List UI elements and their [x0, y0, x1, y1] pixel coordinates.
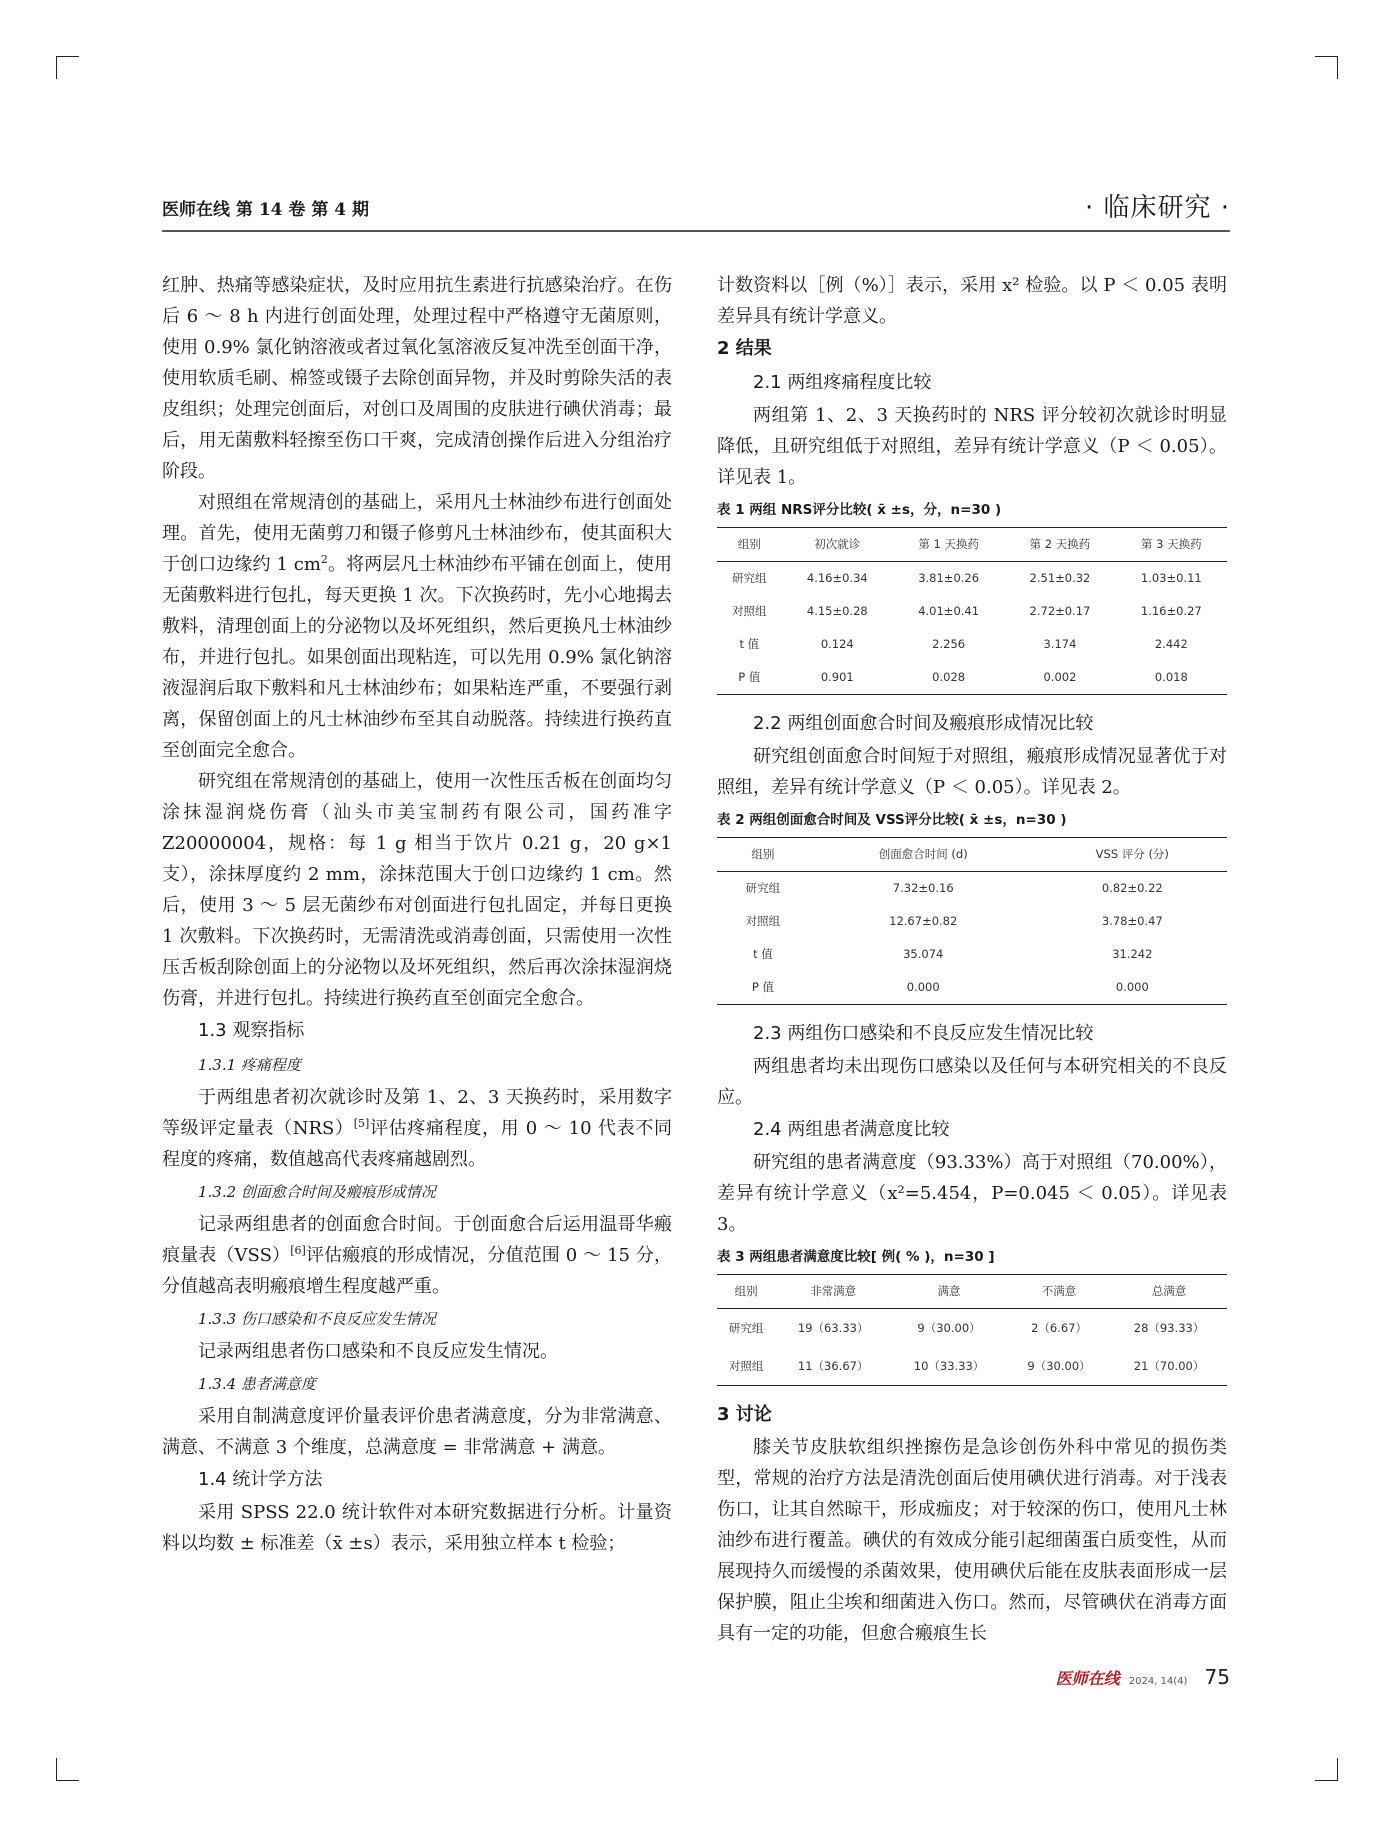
table-cell: 19（63.33）: [797, 1320, 869, 1335]
crop-mark-top-left: [56, 56, 79, 79]
table-cell: t 值: [739, 637, 760, 651]
table-cell: 3.81±0.26: [918, 571, 980, 585]
table-3: [717, 1274, 1227, 1386]
paragraph: 计数资料以［例（%）］表示，采用 x² 检验。以 P ＜ 0.05 表明差异具有统计学意义。: [717, 275, 1227, 327]
table-cell: 1.03±0.11: [1140, 571, 1202, 585]
table-cell: 研究组: [745, 881, 781, 895]
table-cell: 0.000: [809, 971, 1038, 1005]
table-row: [717, 661, 1227, 695]
table-2: [717, 837, 1227, 1005]
table-cell: 31.242: [1112, 947, 1153, 961]
table-header: 非常满意: [775, 1275, 891, 1309]
table-cell: 10（33.33）: [891, 1347, 1007, 1386]
section-heading-2-2: 2.2 两组创面愈合时间及瘢痕形成情况比较: [753, 713, 1094, 734]
crop-mark-bottom-right: [1315, 1758, 1338, 1781]
table-row: [717, 628, 1227, 661]
table-cell: 1.16±0.27: [1140, 604, 1202, 618]
table-header: 第 3 天换药: [1116, 528, 1227, 562]
section-heading-3: 3 讨论: [717, 1404, 772, 1425]
table-cell: 4.16±0.34: [806, 571, 868, 585]
table-cell: 28（93.33）: [1133, 1320, 1205, 1335]
table-header: 总满意: [1111, 1275, 1227, 1309]
running-header: [162, 187, 1230, 227]
table-1: [717, 527, 1227, 695]
table-header: 创面愈合时间 (d): [809, 838, 1038, 872]
paragraph-control-group: 对照组在常规清创的基础上，采用凡士林油纱布进行创面处理。首先，使用无菌剪刀和镊子修剪凡士林油纱布，使其面积大于创口边缘约 1 $cm^2$。将两层凡士林油纱布平铺在创面上，使用无菌敷料进行包扎，每天更换 1 次。下次换药时，先小心地揭去敷料，清理创面上的分泌物以及坏死组织，然后更换凡士林油纱布，并进行包扎。如果创面出现粘连，可以先用 0.9% 氯化钠溶液湿润后取下敷料和凡士林油纱布；如果粘连严重，不要强行剥离，保留创面上的凡士林油纱布至其自动脱落。持续进行换药直至创面完全愈合。: [162, 492, 672, 761]
paragraph: 两组患者均未出现伤口感染以及任何与本研究相关的不良反应。: [717, 1056, 1227, 1108]
journal-issue: 医师在线 第 14 卷 第 4 期: [162, 200, 369, 220]
table-cell: 2.256: [932, 637, 966, 651]
section-heading-2-1: 2.1 两组疼痛程度比较: [753, 372, 932, 393]
table-cell: 0.82±0.22: [1101, 881, 1163, 895]
paragraph: 于两组患者初次就诊时及第 1、2、3 天换药时，采用数字等级评定量表（NRS）[5]评估疼痛程度，用 0 ～ 10 代表不同程度的疼痛，数值越高代表疼痛越剧烈。: [162, 1087, 672, 1170]
crop-mark-top-right: [1315, 56, 1338, 79]
crop-mark-bottom-left: [56, 1758, 79, 1781]
table-row: [717, 1347, 1227, 1386]
table-cell: 0.901: [782, 661, 893, 695]
table-header: 初次就诊: [782, 528, 893, 562]
section-heading-2: 2 结果: [717, 338, 772, 359]
section-heading-2-3: 2.3 两组伤口感染和不良反应发生情况比较: [753, 1023, 1094, 1044]
table-cell: 0.000: [1038, 971, 1227, 1005]
page-number: 75: [1204, 1665, 1230, 1689]
table-1-caption: 表 1 两组 NRS评分比较( x̄ ±s，分，n=30 ): [717, 502, 1002, 518]
table-cell: 4.01±0.41: [918, 604, 980, 618]
table-cell: 对照组: [732, 604, 767, 618]
table-cell: 3.78±0.47: [1101, 914, 1163, 928]
table-cell: 对照组: [717, 1347, 775, 1386]
paragraph: 记录两组患者伤口感染和不良反应发生情况。: [198, 1341, 558, 1362]
paragraph: 膝关节皮肤软组织挫擦伤是急诊创伤外科中常见的损伤类型，常规的治疗方法是清洗创面后使用碘伏进行消毒。对于浅表伤口，让其自然晾干，形成痂皮；对于较深的伤口，使用凡士林油纱布进行覆盖。碘伏的有效成分能引起细菌蛋白质变性，从而展现持久而缓慢的杀菌效果，使用碘伏后能在皮肤表面形成一层保护膜，阻止尘埃和细菌进入伤口。然而，尽管碘伏在消毒方面具有一定的功能，但愈合瘢痕生长: [717, 1437, 1227, 1644]
table-header: 第 2 天换药: [1004, 528, 1115, 562]
paragraph: 红肿、热痛等感染症状，及时应用抗生素进行抗感染治疗。在伤后 6 ～ 8 h 内进行创面处理，处理过程中严格遵守无菌原则，使用 0.9% 氯化钠溶液或者过氧化氢溶液反复冲洗至创面干净，使用软质毛刷、棉签或镊子去除创面异物，并及时剪除失活的表皮组织；处理完创面后，对创口及周围的皮肤进行碘伏消毒；最后，用无菌敷料轻擦至伤口干爽，完成清创操作后进入分组治疗阶段。: [162, 275, 672, 482]
table-cell: 2.442: [1154, 637, 1188, 651]
table-cell: 2.51±0.32: [1029, 571, 1091, 585]
table-cell: t 值: [753, 947, 773, 961]
header-rule: [162, 230, 1230, 232]
table-header: 组别: [717, 838, 809, 872]
table-cell: 21（70.00）: [1111, 1347, 1227, 1386]
journal-logo: 医师在线: [1055, 1669, 1120, 1688]
issue-info: 2024, 14(4): [1128, 1676, 1188, 1687]
table-cell: 12.67±0.82: [889, 914, 958, 928]
paragraph: 记录两组患者的创面愈合时间。于创面愈合后运用温哥华瘢痕量表（VSS）[6]评估瘢痕的形成情况，分值范围 0 ～ 15 分，分值越高表明瘢痕增生程度越严重。: [162, 1214, 672, 1297]
section-heading-1-4: 1.4 统计学方法: [198, 1469, 323, 1490]
page-footer: [1056, 1665, 1230, 1695]
table-cell: 3.174: [1043, 637, 1077, 651]
section-label: · 临床研究 ·: [1084, 193, 1230, 223]
table-header: 不满意: [1007, 1275, 1111, 1309]
table-cell: 0.018: [1116, 661, 1227, 695]
table-cell: 研究组: [728, 1320, 764, 1335]
right-column: [717, 270, 1227, 1649]
paragraph-study-group: 研究组在常规清创的基础上，使用一次性压舌板在创面均匀涂抹湿润烧伤膏（汕头市美宝制药有限公司，国药准字 Z20000004，规格：每 1 g 相当于饮片 0.21 g，20 g×1 支），涂抹厚度约 2 mm，涂抹范围大于创口边缘约 1 cm。然后，使用 3 ～ 5 层无菌纱布对创面进行包扎固定，并每日更换 1 次敷料。下次换药时，无需清洗或消毒创面，只需使用一次性压舌板刮除创面上的分泌物以及坏死组织，然后再次涂抹湿润烧伤膏，并进行包扎。持续进行换药直至创面完全愈合。: [162, 771, 672, 1009]
table-cell: 0.002: [1004, 661, 1115, 695]
table-header: 组别: [717, 528, 782, 562]
table-cell: 4.15±0.28: [806, 604, 868, 618]
table-2-caption: 表 2 两组创面愈合时间及 VSS评分比较( x̄ ±s，n=30 ): [717, 812, 1067, 828]
paragraph: 采用 SPSS 22.0 统计软件对本研究数据进行分析。计量资料以均数 ± 标准差（x̄ ±s）表示，采用独立样本 t 检验；: [162, 1502, 672, 1554]
table-cell: P 值: [717, 971, 809, 1005]
table-header: 组别: [717, 1275, 775, 1309]
table-row: [717, 1309, 1227, 1348]
table-row: [717, 872, 1227, 906]
table-row: [717, 938, 1227, 971]
table-cell: 9（30.00）: [1007, 1347, 1111, 1386]
table-header: 第 1 天换药: [893, 528, 1004, 562]
table-3-caption: 表 3 两组患者满意度比较[ 例( % )，n=30 ]: [717, 1249, 995, 1265]
table-row: [717, 971, 1227, 1005]
paragraph: 研究组的患者满意度（93.33%）高于对照组（70.00%），差异有统计学意义（x²=5.454，P=0.045 ＜ 0.05）。详见表3。: [717, 1152, 1227, 1235]
paragraph: 两组第 1、2、3 天换药时的 NRS 评分较初次就诊时明显降低，且研究组低于对照组，差异有统计学意义（P ＜ 0.05）。详见表 1。: [717, 405, 1227, 488]
paragraph: 研究组创面愈合时间短于对照组，瘢痕形成情况显著优于对照组，差异有统计学意义（P ＜ 0.05）。详见表 2。: [717, 746, 1227, 798]
table-cell: 2（6.67）: [1031, 1320, 1087, 1335]
subsection-heading-1-3-2: 1.3.2 创面愈合时间及瘢痕形成情况: [198, 1183, 436, 1201]
table-row: [717, 562, 1227, 596]
table-cell: 9（30.00）: [917, 1320, 981, 1335]
left-column: [162, 270, 672, 1559]
table-cell: 对照组: [745, 914, 781, 928]
table-header: VSS 评分 (分): [1038, 838, 1227, 872]
table-cell: 11（36.67）: [775, 1347, 891, 1386]
subsection-heading-1-3-4: 1.3.4 患者满意度: [198, 1375, 316, 1393]
table-header: 满意: [891, 1275, 1007, 1309]
subsection-heading-1-3-3: 1.3.3 伤口感染和不良反应发生情况: [198, 1310, 436, 1328]
subsection-heading-1-3-1: 1.3.1 疼痛程度: [198, 1056, 301, 1074]
table-row: [717, 595, 1227, 628]
section-heading-1-3: 1.3 观察指标: [198, 1020, 305, 1041]
section-heading-2-4: 2.4 两组患者满意度比较: [753, 1119, 950, 1140]
table-cell: 0.124: [820, 637, 854, 651]
table-cell: 2.72±0.17: [1029, 604, 1091, 618]
table-cell: 35.074: [903, 947, 944, 961]
paragraph: 采用自制满意度评价量表评价患者满意度，分为非常满意、满意、不满意 3 个维度，总满意度 = 非常满意 + 满意。: [162, 1406, 672, 1458]
table-cell: 7.32±0.16: [892, 881, 954, 895]
table-cell: 0.028: [893, 661, 1004, 695]
table-row: [717, 905, 1227, 938]
table-cell: P 值: [717, 661, 782, 695]
table-cell: 研究组: [732, 571, 767, 585]
